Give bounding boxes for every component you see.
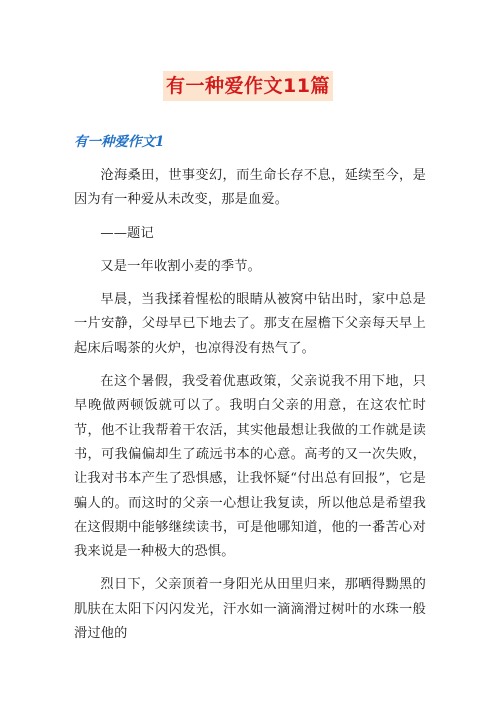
paragraph-epigraph-credit: ——题记 <box>100 225 154 241</box>
article-body <box>74 164 426 655</box>
paragraph-intro: 沧海桑田，世事变幻，而生命长存不息，延续至今，是因为有一种爱从未改变，那是血爱。 <box>74 168 426 208</box>
paragraph-harvest-season: 又是一年收割小麦的季节。 <box>100 258 262 274</box>
paragraph-summer-vacation: 在这个暑假，我受着优惠政策，父亲说我不用下地，只早晚做两顿饭就可以了。我明白父亲的用意，在这农忙时节，他不让我帮着干农活，其实他最想让我做的工作就是读书，可我偏偏却生了疏远书本的心意。高考的又一次失败，让我对书本产生了恐惧感，让我怀疑“付出总有回报”，它是骗人的。而这时的父亲一心想让我复读，所以他总是希望我在这假期中能够继续读书，可是他哪知道，他的一番苦心对我来说是一种极大的恐惧。 <box>74 374 426 560</box>
title-area <box>0 71 496 101</box>
paragraph-father-returns: 烈日下，父亲顶着一身阳光从田里归来，那晒得黝黑的肌肤在太阳下闪闪发光，汗水如一滴滴滑过树叶的水珠一般滑过他的 <box>74 577 426 642</box>
section-heading: 有一种爱作文1 <box>74 134 165 150</box>
document-title: 有一种爱作文11篇 <box>163 71 333 101</box>
paragraph-morning: 早晨，当我揉着惺松的眼睛从被窝中钻出时，家中总是一片安静，父母早已下地去了。那支在屋檐下父亲每天早上起床后喝茶的火炉，也凉得没有热气了。 <box>74 292 426 356</box>
